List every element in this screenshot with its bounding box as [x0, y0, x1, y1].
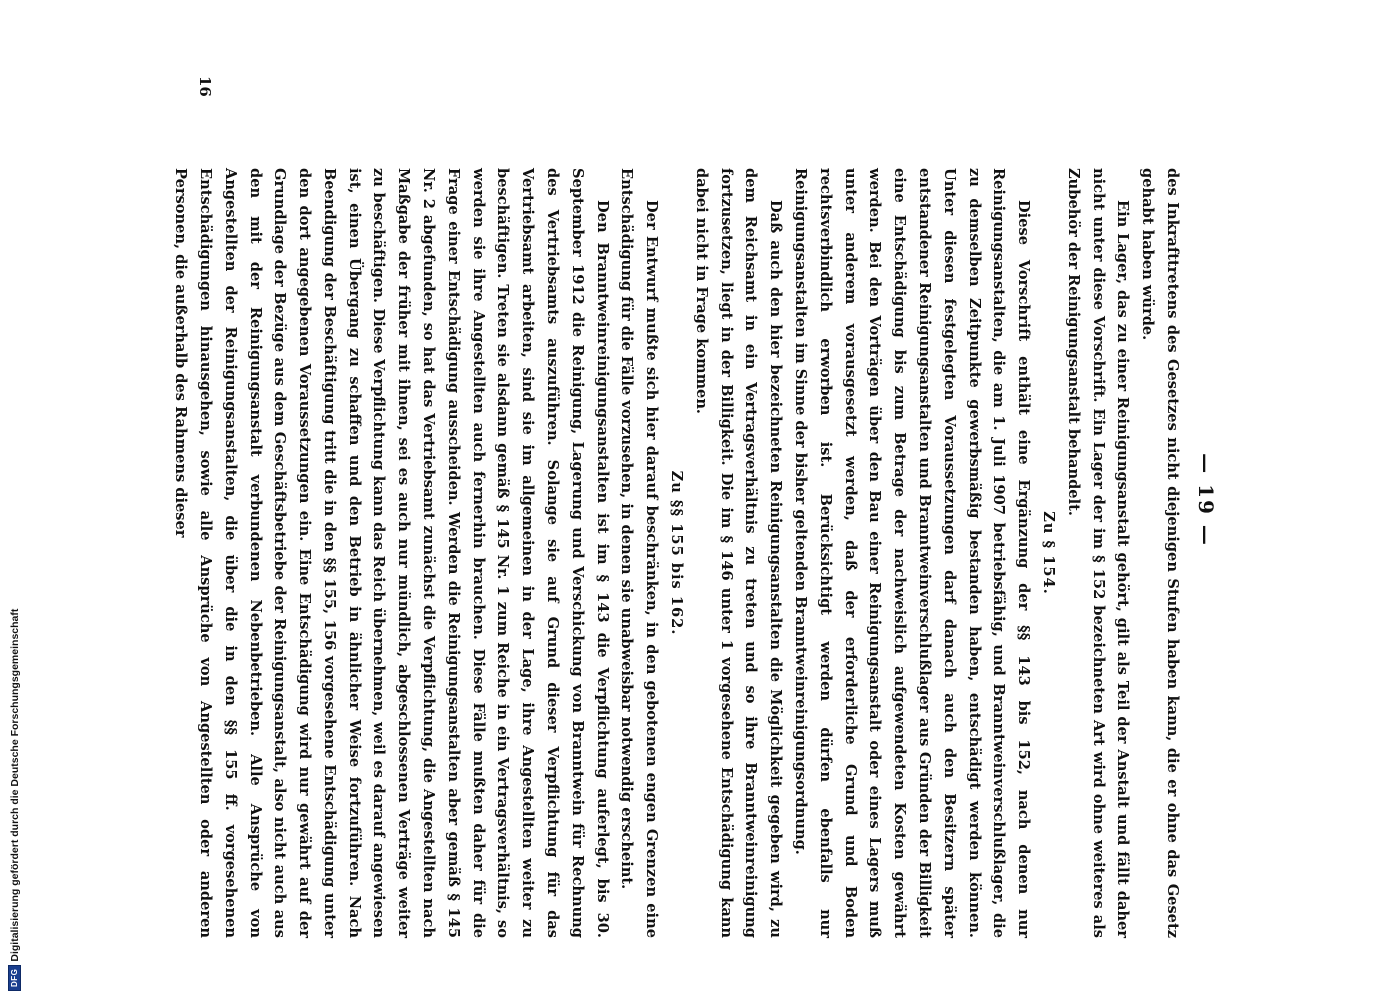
dfg-logo: DFG [8, 965, 21, 991]
section-heading: Zu §§ 155 bis 162. [668, 470, 686, 636]
paragraph: Den Branntweinreinigungsanstalten ist im § 143 die Verpflichtung auferlegt, bis 30. September 1912 die Reinigung, Lagerung und Verschickung von Branntwein für Rechnung des Vertriebsamts auszuführen. Solange sie auf Grund dieser Verpflichtung für das Vertriebsamt arbeiten, sind sie im allgemeinen in der Lage, ihre Angestellten weiter zu beschäftigen. Treten sie alsdann gemäß § 145 Nr. 1 zum Reiche in ein Vertragsverhältnis, so werden sie ihre Angestellten auch fernerhin brauchen. Diese Fälle mußten daher für die Frage einer Entschädigung ausscheiden. Werden die Reinigungsanstalten aber gemäß § 145 Nr. 2 abgefunden, so hat das Vertriebsamt zunächst die Verpflichtung, die Angestellten nach Maßgabe der früher mit ihnen, sei es auch nur mündlich, abgeschlossenen Verträge weiter zu beschäftigen. Diese Verpflichtung kann das Reich übernehmen, weil es darauf angewiesen ist, einen Übergang zu schaffen und den Betrieb in ähnlicher Weise fortzuführen. Nach Beendigung der Beschäftigung tritt die in den §§ 155, 156 vorgesehene Entschädigung unter den dort angegebenen Voraussetzungen ein. Eine Entschädigung wird nur gewährt auf der Grundlage der Bezüge aus dem Geschäftsbetriebe der Reinigungsanstalt, also nicht auch aus den mit der Reinigungsanstalt verbundenen Nebenbetrieben. Alle Ansprüche von Angestellten der Reinigungsanstalten, die über die in den §§ 155 ff. vorgesehenen Entschädigungen hinausgehen, sowie alle Ansprüche von Angestellten oder anderen Personen, die außerhalb des Rahmens dieser [172, 168, 611, 938]
rotated-scan-wrapper [152, 0, 1232, 1000]
paragraph: Diese Vorschrift enthält eine Ergänzung der §§ 143 bis 152, nach denen nur Reinigungsanstalten, die am 1. Juli 1907 betriebsfähig, und Branntweinverschlußlager, die zu demselben Zeitpunkte gewerbsmäßig bestanden haben, entschädigt werden können. Unter diesen festgelegten Voraussetzungen darf danach auch den Besitzern später entstandener Reinigungsanstalten und Branntweinverschlußlager aus Gründen der Billigkeit eine Entschädigung bis zum Betrage der nachweislich aufgewendeten Kosten gewährt werden. Bei den Vorträgen über den Bau einer Reinigungsanstalt oder eines Lagers muß unter anderem vorausgesetzt werden, daß der erforderliche Grund und Boden rechtsverbindlich erworben ist. Berücksichtigt werden dürfen ebenfalls nur Reinigungsanstalten im Sinne der bisher geltenden Branntweinreinigungsordnung. [792, 168, 1033, 938]
paragraph: des Inkrafttretens des Gesetzes nicht diejenigen Stufen haben kann, die er ohne das Gesetz gehabt haben würde. [1139, 168, 1181, 938]
page-number: — 19 — [1194, 453, 1218, 547]
paragraph: Ein Lager, das zu einer Reinigungsanstalt gehört, gilt als Teil der Anstalt und fällt daher nicht unter diese Vorschrift. Ein Lager der im § 152 bezeichneten Art wird ohne weiteres als Zubehör der Reinigungsanstalt behandelt. [1064, 168, 1132, 938]
footer-text: Digitalisierung gefördert durch die Deutsche Forschungsgemeinschaft [8, 608, 21, 962]
footer-line [8, 609, 21, 991]
paragraph: Daß auch den hier bezeichneten Reinigungsanstalten die Möglichkeit gegeben wird, zu dem Reichsamt in ein Vertragsverhältnis zu treten und so ihre Branntweinreinigung fortzusetzen, liegt in der Billigkeit. Die im § 146 unter 1 vorgesehene Entschädigung kann dabei nicht in Frage kommen. [692, 168, 785, 938]
signature-mark: 16 [196, 76, 214, 97]
section-heading: Zu § 154. [1040, 511, 1058, 595]
scanned-page [152, 0, 1232, 1000]
paragraph: Der Entwurf mußte sich hier darauf beschränken, in den gebotenen engen Grenzen eine Entschädigung für die Fälle vorzusehen, in denen sie unabweisbar notwendig erscheint. [618, 168, 661, 938]
digitization-footer [0, 0, 21, 1000]
text-body [167, 168, 1184, 938]
